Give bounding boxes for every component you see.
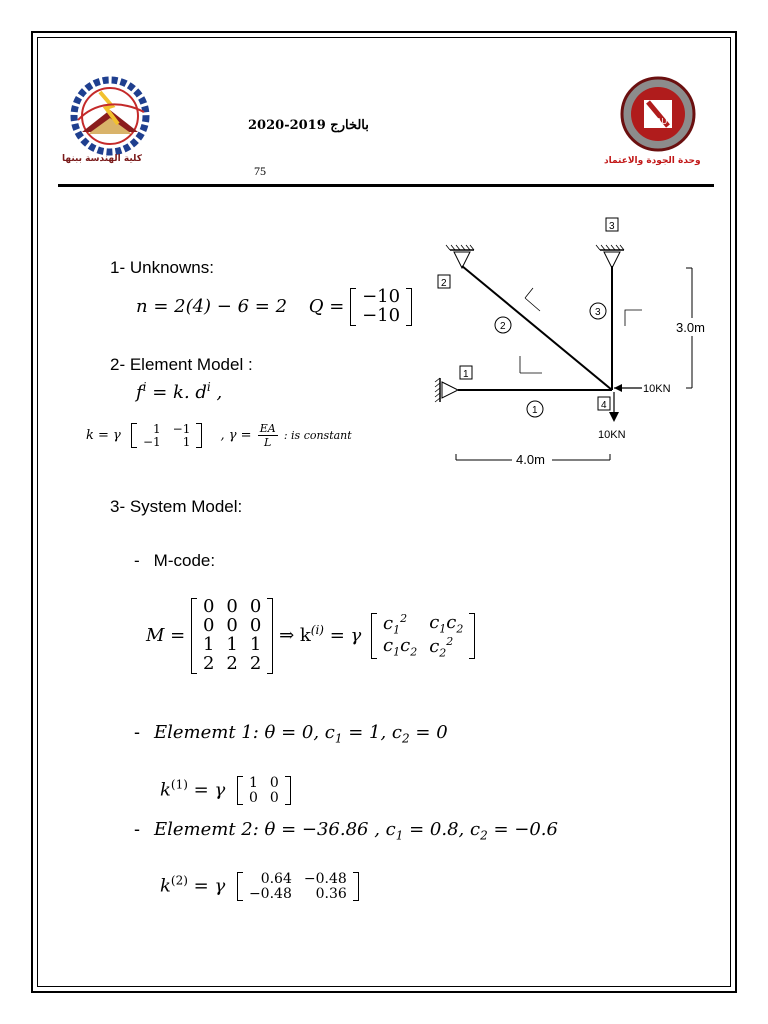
k1-sup: (1) [170,777,188,792]
m-matrix [191,598,273,674]
m-matrix-cell: 0 [226,596,238,617]
k-general-matrix: $c_1^2$ $c_1c_2$ $c_1c_2$ $c_2^2$ [371,613,475,659]
gamma-def-label: , γ = [220,428,252,443]
m-matrix-cell: 0 [249,614,262,636]
matrix-cell: −1 [172,421,191,436]
horizontal-load-arrow [614,383,671,395]
member-2 [462,266,612,390]
height-dimension-label: 3.0m [676,320,705,335]
truss-figure [430,210,730,470]
svg-text:QAU: QAU [650,117,668,126]
q-vector-cell: −10 [362,304,401,326]
q-label: Q = [308,295,345,317]
mcode-label: - M-code: [134,551,216,570]
k2-matrix-cell: 0.36 [315,885,347,902]
node-label-4-text: 4 [601,400,607,411]
k2-matrix-cell: −0.48 [248,885,292,902]
header-divider [58,184,714,187]
k-general-mid: = γ [323,624,362,646]
f-equation-lhs: f [136,382,143,403]
gamma-suffix: : is constant [283,429,352,442]
matrix-cell: 1 [153,421,161,436]
node-label-1-text: 1 [463,369,469,380]
system-model-heading: 3- System Model: [110,497,243,516]
k1-equation [160,776,291,805]
f-equation: $f^i = k$. $d^i$ , [136,380,223,403]
width-dimension-label: 4.0m [516,452,545,467]
pin-support-left [435,378,458,402]
m-matrix-equation [146,598,475,674]
element1-rest: = 1, c [342,722,403,743]
height-dimension [676,268,705,388]
k2-equation [160,872,359,901]
k-general-sup: (i) [310,622,324,637]
k1-matrix-cell: 1 [248,775,258,791]
header-year-text: بالخارج 2019-2020 [248,118,369,133]
element1-line: - Elememt 1: θ = 0, $c_1 = 1$, $c_2 = 0$ [134,722,448,746]
matrix-cell: 1 [182,434,191,449]
element2-line: - Elememt 2: θ = −36.86 , $c_1 = 0.8$, $c_2 = -0.6$ [134,819,558,843]
page-number: 75 [254,164,266,178]
n-equation-text: n = 2(4) − 6 = 2 [136,295,288,317]
k2-eq: = γ [187,875,226,897]
f-equation-rhs: = k. d [146,382,207,403]
k2-matrix-cell: −0.48 [303,871,347,887]
m-matrix-cell: 0 [249,596,262,617]
node-label-2-text: 2 [441,278,447,289]
node-label-1 [460,366,472,380]
m-matrix-cell: 1 [249,633,262,655]
horizontal-load-label: 10KN [643,383,671,395]
element-label-1 [527,401,543,417]
node-label-2 [438,275,450,289]
vertical-load-label: 10KN [598,429,626,441]
k2-matrix-cell: 0.64 [260,871,292,887]
m-matrix-cell: 2 [202,652,215,674]
q-vector-cell: −10 [362,286,401,307]
element-label-2-text: 2 [500,321,506,332]
k1-matrix-cell: 0 [269,775,279,791]
k-general-arrow: ⇒ k [279,624,311,646]
gamma-numerator: EA [259,422,276,435]
element-label-2 [495,317,511,333]
m-label: M = [146,624,186,646]
right-logo-caption: وحدة الجودة والاعتماد [604,156,701,166]
d-superscript: i [206,380,211,394]
matrix-cell: −1 [142,434,161,449]
node-label-3-text: 3 [609,221,615,232]
m-matrix-cell: 0 [202,614,215,636]
element-label-3 [590,303,606,319]
k1-eq: = γ [187,779,226,801]
n-equation [136,288,412,326]
q-vector [350,288,412,326]
mcode-label-text: M-code: [153,551,216,570]
k-element-matrix [131,423,202,448]
k2-matrix [237,872,359,901]
m-matrix-cell: 0 [202,596,215,617]
k1-matrix [237,776,291,805]
element2-label: Elememt 2: θ = −36.86 , c [154,819,396,840]
element-label-1-text: 1 [532,405,538,416]
m-matrix-cell: 2 [226,652,238,674]
k-definition-label: k = γ [86,428,121,443]
width-dimension [456,452,610,467]
m-matrix-cell: 2 [249,652,262,674]
m-matrix-cell: 1 [202,633,215,655]
local-axes-icon [520,288,642,373]
gamma-fraction [258,422,278,449]
element1-end: = 0 [409,722,448,743]
k2-sup: (2) [170,873,188,888]
element2-rest: = 0.8, c [403,819,481,840]
node-label-4 [598,397,610,411]
k2-label: k [160,875,171,897]
node-label-3 [606,218,618,232]
pin-support-top-right [596,245,624,268]
m-matrix-cell: 0 [226,614,238,636]
k1-label: k [160,779,171,801]
f-superscript: i [142,380,147,394]
pin-support-top-left [446,245,474,268]
k-definition [86,422,352,449]
k1-matrix-cell: 0 [269,789,279,806]
left-logo-caption: كلية الهندسة ببنها [62,154,142,164]
gamma-denominator: L [264,436,272,449]
element1-label: Elememt 1: θ = 0, c [154,722,335,743]
m-matrix-cell: 1 [226,633,238,655]
element-model-heading: 2- Element Model : [110,355,253,374]
k1-matrix-cell: 0 [248,789,258,806]
unknowns-heading: 1- Unknowns: [110,258,214,277]
element-label-3-text: 3 [595,307,601,318]
element2-end: = −0.6 [487,819,558,840]
